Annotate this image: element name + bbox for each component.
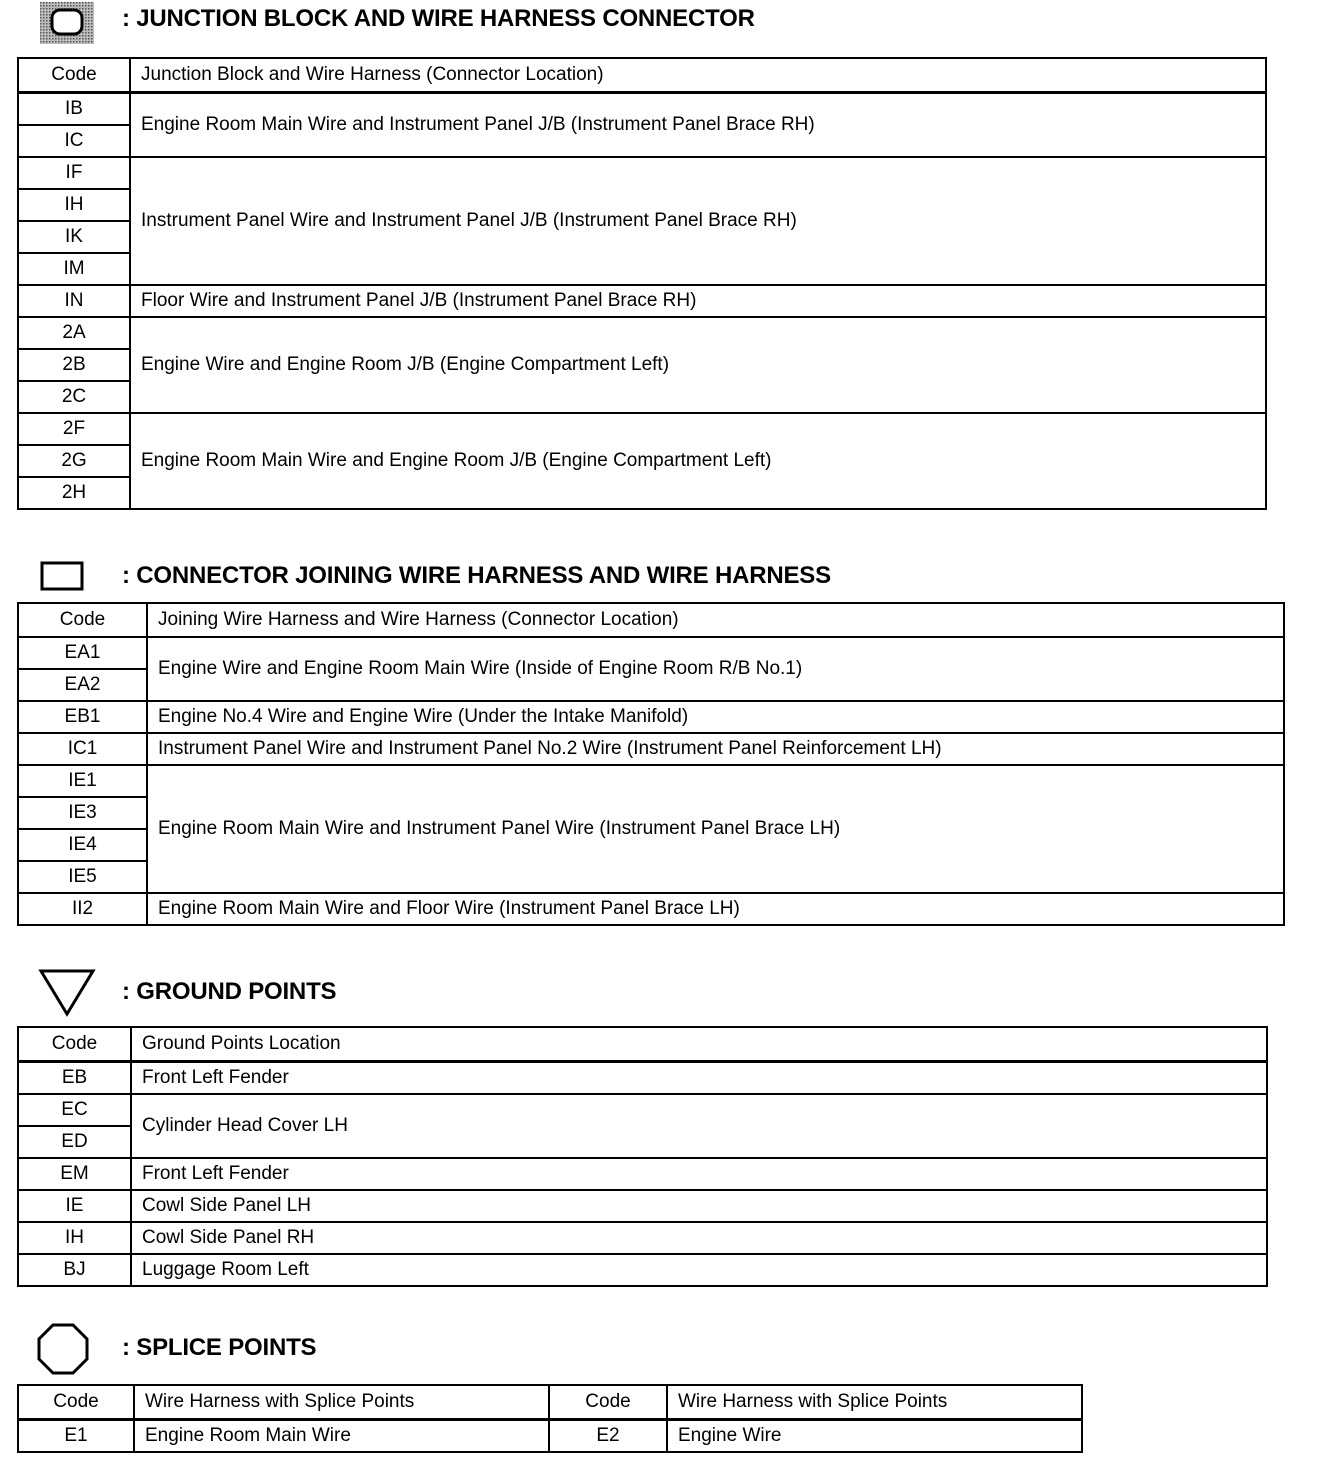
code-cell: IM — [18, 253, 130, 285]
table-row — [18, 1094, 1267, 1126]
code-cell: EB — [18, 1062, 131, 1095]
junction-table — [17, 57, 1267, 510]
code-cell: 2B — [18, 349, 130, 381]
header-description: Wire Harness with Splice Points — [667, 1385, 1082, 1420]
connector-section-title: : CONNECTOR JOINING WIRE HARNESS AND WIRE HARNESS — [122, 562, 831, 589]
code-cell: EB1 — [18, 701, 147, 733]
ground-table — [17, 1026, 1268, 1287]
table-header-row — [18, 1027, 1267, 1062]
table-row — [18, 893, 1284, 925]
description-cell: Engine Wire and Engine Room Main Wire (Inside of Engine Room R/B No.1) — [147, 637, 1284, 701]
connector-table — [17, 602, 1285, 926]
header-code: Code — [18, 1027, 131, 1062]
table-row — [18, 1158, 1267, 1190]
code-cell: 2C — [18, 381, 130, 413]
code-cell: 2F — [18, 413, 130, 445]
table-row — [18, 157, 1266, 189]
junction-block-icon — [40, 2, 94, 44]
description-cell: Engine Wire and Engine Room J/B (Engine Compartment Left) — [130, 317, 1266, 413]
code-cell: IC — [18, 125, 130, 157]
table-row — [18, 317, 1266, 349]
code-cell: IE — [18, 1190, 131, 1222]
description-cell: Engine Room Main Wire and Instrument Panel Wire (Instrument Panel Brace LH) — [147, 765, 1284, 893]
table-row — [18, 1222, 1267, 1254]
description-cell: Engine Room Main Wire — [134, 1420, 549, 1453]
code-cell: 2H — [18, 477, 130, 509]
header-description: Junction Block and Wire Harness (Connector Location) — [130, 58, 1266, 93]
description-cell: Luggage Room Left — [131, 1254, 1267, 1286]
code-cell: EA2 — [18, 669, 147, 701]
code-cell: 2A — [18, 317, 130, 349]
description-cell: Floor Wire and Instrument Panel J/B (Instrument Panel Brace RH) — [130, 285, 1266, 317]
code-cell: IE5 — [18, 861, 147, 893]
description-cell: Cowl Side Panel RH — [131, 1222, 1267, 1254]
code-cell: IB — [18, 93, 130, 126]
table-row — [18, 637, 1284, 669]
code-cell: II2 — [18, 893, 147, 925]
table-row — [18, 1062, 1267, 1095]
header-description: Joining Wire Harness and Wire Harness (Connector Location) — [147, 603, 1284, 637]
code-cell: EC — [18, 1094, 131, 1126]
ground-triangle-icon — [38, 968, 96, 1018]
table-row — [18, 765, 1284, 797]
code-cell: IH — [18, 1222, 131, 1254]
description-cell: Engine Room Main Wire and Engine Room J/B (Engine Compartment Left) — [130, 413, 1266, 509]
code-cell: IN — [18, 285, 130, 317]
table-row — [18, 1420, 1082, 1453]
code-cell: IK — [18, 221, 130, 253]
header-code: Code — [18, 603, 147, 637]
table-header-row — [18, 603, 1284, 637]
description-cell: Instrument Panel Wire and Instrument Panel J/B (Instrument Panel Brace RH) — [130, 157, 1266, 285]
code-cell: IE4 — [18, 829, 147, 861]
table-row — [18, 285, 1266, 317]
header-description: Wire Harness with Splice Points — [134, 1385, 549, 1420]
code-cell: EA1 — [18, 637, 147, 669]
table-row — [18, 1190, 1267, 1222]
code-cell: E2 — [549, 1420, 667, 1453]
code-cell: ED — [18, 1126, 131, 1158]
description-cell: Engine Room Main Wire and Instrument Panel J/B (Instrument Panel Brace RH) — [130, 93, 1266, 158]
description-cell: Front Left Fender — [131, 1062, 1267, 1095]
table-header-row — [18, 58, 1266, 93]
header-code: Code — [18, 58, 130, 93]
description-cell: Engine Room Main Wire and Floor Wire (Instrument Panel Brace LH) — [147, 893, 1284, 925]
description-cell: Front Left Fender — [131, 1158, 1267, 1190]
code-cell: IE1 — [18, 765, 147, 797]
table-row — [18, 413, 1266, 445]
ground-section-title: : GROUND POINTS — [122, 978, 337, 1005]
splice-octagon-icon — [36, 1322, 90, 1376]
header-code: Code — [18, 1385, 134, 1420]
table-row — [18, 733, 1284, 765]
code-cell: 2G — [18, 445, 130, 477]
code-cell: IE3 — [18, 797, 147, 829]
table-row — [18, 93, 1266, 126]
description-cell: Engine No.4 Wire and Engine Wire (Under the Intake Manifold) — [147, 701, 1284, 733]
description-cell: Instrument Panel Wire and Instrument Panel No.2 Wire (Instrument Panel Reinforcement LH) — [147, 733, 1284, 765]
code-cell: BJ — [18, 1254, 131, 1286]
code-cell: IH — [18, 189, 130, 221]
code-cell: EM — [18, 1158, 131, 1190]
junction-section-title: : JUNCTION BLOCK AND WIRE HARNESS CONNECTOR — [122, 5, 755, 32]
description-cell: Engine Wire — [667, 1420, 1082, 1453]
table-header-row — [18, 1385, 1082, 1420]
header-description: Ground Points Location — [131, 1027, 1267, 1062]
table-row — [18, 701, 1284, 733]
description-cell: Cowl Side Panel LH — [131, 1190, 1267, 1222]
code-cell: E1 — [18, 1420, 134, 1453]
code-cell: IF — [18, 157, 130, 189]
code-cell: IC1 — [18, 733, 147, 765]
table-row — [18, 1254, 1267, 1286]
connector-rectangle-icon — [40, 561, 84, 591]
header-code: Code — [549, 1385, 667, 1420]
splice-table — [17, 1384, 1083, 1453]
description-cell: Cylinder Head Cover LH — [131, 1094, 1267, 1158]
splice-section-title: : SPLICE POINTS — [122, 1334, 317, 1361]
